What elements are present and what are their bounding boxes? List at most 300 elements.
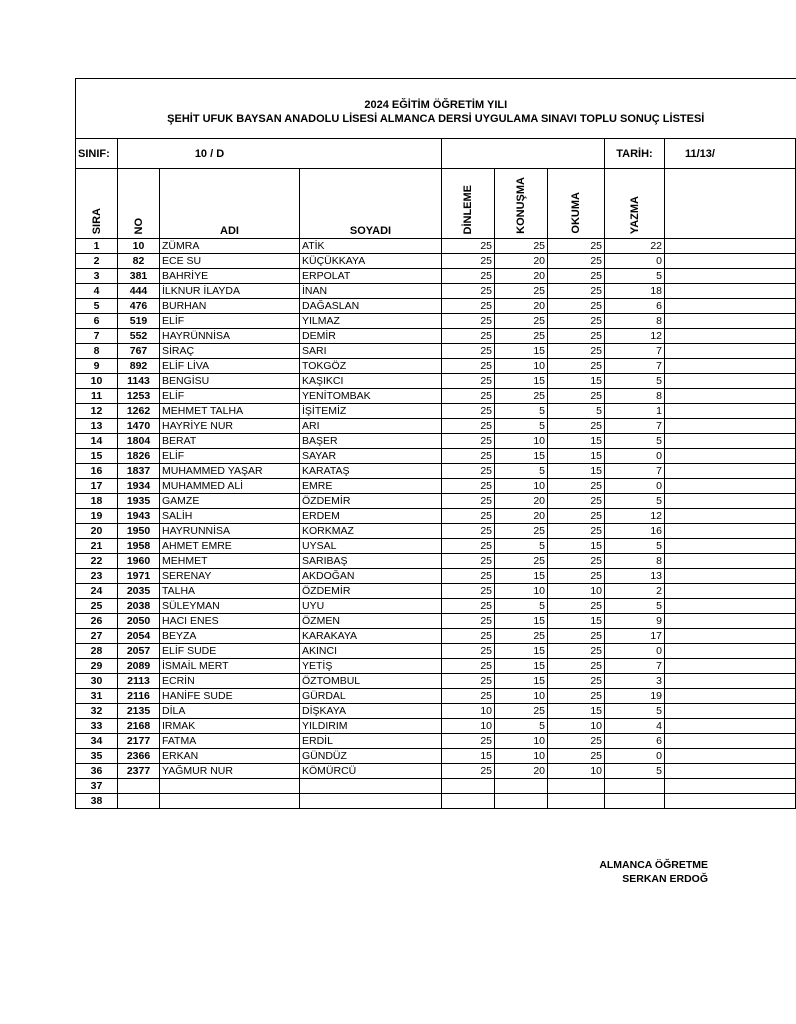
cell-yazma: 5 bbox=[605, 539, 665, 554]
cell-extra bbox=[665, 359, 796, 374]
table-row bbox=[76, 584, 796, 599]
cell-yazma: 2 bbox=[605, 584, 665, 599]
cell-okuma: 10 bbox=[548, 719, 605, 734]
cell-extra bbox=[665, 749, 796, 764]
cell-okuma: 25 bbox=[548, 494, 605, 509]
cell-adi: ELİF bbox=[160, 314, 300, 329]
cell-konusma: 15 bbox=[495, 614, 548, 629]
cell-sira: 24 bbox=[76, 584, 118, 599]
cell-okuma: 10 bbox=[548, 584, 605, 599]
table-row bbox=[76, 284, 796, 299]
cell-konusma: 15 bbox=[495, 644, 548, 659]
cell-sira: 12 bbox=[76, 404, 118, 419]
cell-dinleme: 25 bbox=[442, 284, 495, 299]
table-row bbox=[76, 704, 796, 719]
cell-soyadi: ÖZMEN bbox=[300, 614, 442, 629]
cell-okuma: 25 bbox=[548, 389, 605, 404]
cell-soyadi: DEMİR bbox=[300, 329, 442, 344]
header-yazma-text: YAZMA bbox=[628, 195, 641, 234]
cell-extra bbox=[665, 464, 796, 479]
cell-extra bbox=[665, 509, 796, 524]
cell-yazma: 5 bbox=[605, 494, 665, 509]
cell-extra bbox=[665, 254, 796, 269]
table-row bbox=[76, 764, 796, 779]
cell-konusma: 20 bbox=[495, 299, 548, 314]
cell-extra bbox=[665, 554, 796, 569]
sinif-value bbox=[118, 139, 442, 169]
result-sheet bbox=[75, 78, 768, 841]
table-row bbox=[76, 524, 796, 539]
cell-konusma: 20 bbox=[495, 494, 548, 509]
cell-no: 1950 bbox=[118, 524, 160, 539]
cell-no: 1253 bbox=[118, 389, 160, 404]
sinif-value-text: 10 / D bbox=[194, 147, 225, 160]
cell-okuma: 25 bbox=[548, 329, 605, 344]
cell-konusma: 25 bbox=[495, 239, 548, 254]
table-row bbox=[76, 269, 796, 284]
cell-yazma bbox=[605, 794, 665, 809]
cell-konusma: 15 bbox=[495, 449, 548, 464]
table-row bbox=[76, 644, 796, 659]
cell-yazma: 5 bbox=[605, 269, 665, 284]
cell-dinleme: 25 bbox=[442, 479, 495, 494]
cell-sira: 36 bbox=[76, 764, 118, 779]
table-row bbox=[76, 539, 796, 554]
cell-konusma: 25 bbox=[495, 329, 548, 344]
cell-konusma: 15 bbox=[495, 569, 548, 584]
table-row bbox=[76, 689, 796, 704]
cell-adi: AHMET EMRE bbox=[160, 539, 300, 554]
cell-no: 381 bbox=[118, 269, 160, 284]
cell-sira: 6 bbox=[76, 314, 118, 329]
cell-sira: 21 bbox=[76, 539, 118, 554]
cell-yazma: 5 bbox=[605, 374, 665, 389]
cell-sira: 7 bbox=[76, 329, 118, 344]
tarih-label: TARİH: bbox=[605, 139, 665, 169]
cell-sira: 13 bbox=[76, 419, 118, 434]
cell-extra bbox=[665, 344, 796, 359]
cell-no: 1837 bbox=[118, 464, 160, 479]
cell-extra bbox=[665, 734, 796, 749]
cell-yazma: 12 bbox=[605, 509, 665, 524]
cell-dinleme: 25 bbox=[442, 764, 495, 779]
cell-okuma: 15 bbox=[548, 704, 605, 719]
cell-soyadi: KÖMÜRCÜ bbox=[300, 764, 442, 779]
cell-dinleme: 25 bbox=[442, 524, 495, 539]
meta-row bbox=[76, 139, 796, 169]
cell-extra bbox=[665, 794, 796, 809]
table-row bbox=[76, 779, 796, 794]
cell-soyadi: TOKGÖZ bbox=[300, 359, 442, 374]
cell-no: 892 bbox=[118, 359, 160, 374]
cell-dinleme: 25 bbox=[442, 449, 495, 464]
table-row bbox=[76, 344, 796, 359]
cell-soyadi: İNAN bbox=[300, 284, 442, 299]
cell-dinleme: 25 bbox=[442, 494, 495, 509]
cell-soyadi: GÜRDAL bbox=[300, 689, 442, 704]
cell-no: 2038 bbox=[118, 599, 160, 614]
cell-soyadi: KAŞIKCI bbox=[300, 374, 442, 389]
table-row bbox=[76, 239, 796, 254]
cell-soyadi: KARAKAYA bbox=[300, 629, 442, 644]
cell-dinleme: 25 bbox=[442, 404, 495, 419]
cell-extra bbox=[665, 569, 796, 584]
cell-soyadi: BAŞER bbox=[300, 434, 442, 449]
table-row bbox=[76, 569, 796, 584]
cell-okuma: 25 bbox=[548, 689, 605, 704]
cell-yazma: 0 bbox=[605, 449, 665, 464]
cell-no: 444 bbox=[118, 284, 160, 299]
cell-yazma: 0 bbox=[605, 479, 665, 494]
cell-okuma: 25 bbox=[548, 524, 605, 539]
cell-sira: 29 bbox=[76, 659, 118, 674]
cell-dinleme: 25 bbox=[442, 269, 495, 284]
cell-soyadi: ERPOLAT bbox=[300, 269, 442, 284]
cell-dinleme: 25 bbox=[442, 344, 495, 359]
cell-yazma: 7 bbox=[605, 359, 665, 374]
cell-adi: ELİF SUDE bbox=[160, 644, 300, 659]
header-okuma bbox=[548, 169, 605, 239]
cell-okuma bbox=[548, 779, 605, 794]
title-line-2: ŞEHİT UFUK BAYSAN ANADOLU LİSESİ ALMANCA DERSİ UYGULAMA SINAVI TOPLU SONUÇ LİSTESİ bbox=[167, 112, 705, 125]
cell-adi: BERAT bbox=[160, 434, 300, 449]
cell-dinleme: 15 bbox=[442, 749, 495, 764]
cell-konusma: 25 bbox=[495, 554, 548, 569]
cell-adi: BENGİSU bbox=[160, 374, 300, 389]
cell-konusma: 25 bbox=[495, 704, 548, 719]
cell-adi: GAMZE bbox=[160, 494, 300, 509]
header-konusma-text: KONUŞMA bbox=[515, 177, 527, 234]
title-line-1: 2024 EĞİTİM ÖĞRETİM YILI bbox=[364, 98, 508, 111]
cell-yazma: 6 bbox=[605, 734, 665, 749]
cell-extra bbox=[665, 689, 796, 704]
cell-dinleme: 25 bbox=[442, 644, 495, 659]
cell-extra bbox=[665, 299, 796, 314]
header-sira bbox=[76, 169, 118, 239]
cell-dinleme: 10 bbox=[442, 704, 495, 719]
cell-extra bbox=[665, 644, 796, 659]
cell-adi: SERENAY bbox=[160, 569, 300, 584]
cell-konusma: 10 bbox=[495, 359, 548, 374]
cell-soyadi: ERDEM bbox=[300, 509, 442, 524]
cell-yazma: 5 bbox=[605, 764, 665, 779]
table-row bbox=[76, 404, 796, 419]
cell-soyadi bbox=[300, 779, 442, 794]
cell-konusma: 25 bbox=[495, 314, 548, 329]
cell-yazma: 19 bbox=[605, 689, 665, 704]
cell-yazma: 1 bbox=[605, 404, 665, 419]
cell-extra bbox=[665, 614, 796, 629]
cell-okuma: 25 bbox=[548, 674, 605, 689]
cell-konusma: 5 bbox=[495, 404, 548, 419]
header-dinleme-text: DİNLEME bbox=[462, 184, 474, 234]
cell-extra bbox=[665, 269, 796, 284]
cell-dinleme: 25 bbox=[442, 239, 495, 254]
cell-adi: İSMAİL MERT bbox=[160, 659, 300, 674]
cell-konusma: 20 bbox=[495, 764, 548, 779]
cell-adi: MUHAMMED ALİ bbox=[160, 479, 300, 494]
cell-extra bbox=[665, 719, 796, 734]
cell-sira: 20 bbox=[76, 524, 118, 539]
cell-adi: BEYZA bbox=[160, 629, 300, 644]
cell-extra bbox=[665, 584, 796, 599]
cell-adi: BURHAN bbox=[160, 299, 300, 314]
cell-sira: 33 bbox=[76, 719, 118, 734]
cell-sira: 34 bbox=[76, 734, 118, 749]
cell-dinleme: 25 bbox=[442, 389, 495, 404]
signature-block bbox=[468, 858, 708, 890]
cell-konusma bbox=[495, 794, 548, 809]
cell-no: 2116 bbox=[118, 689, 160, 704]
cell-no: 767 bbox=[118, 344, 160, 359]
cell-extra bbox=[665, 599, 796, 614]
cell-okuma: 25 bbox=[548, 749, 605, 764]
table-row bbox=[76, 614, 796, 629]
cell-dinleme: 25 bbox=[442, 629, 495, 644]
cell-soyadi: ÖZTOMBUL bbox=[300, 674, 442, 689]
cell-yazma: 16 bbox=[605, 524, 665, 539]
cell-okuma: 15 bbox=[548, 539, 605, 554]
sinif-label: SINIF: bbox=[76, 139, 118, 169]
cell-yazma: 9 bbox=[605, 614, 665, 629]
cell-okuma: 25 bbox=[548, 284, 605, 299]
cell-extra bbox=[665, 239, 796, 254]
cell-no: 2050 bbox=[118, 614, 160, 629]
cell-adi: BAHRİYE bbox=[160, 269, 300, 284]
cell-konusma: 10 bbox=[495, 479, 548, 494]
cell-sira: 14 bbox=[76, 434, 118, 449]
cell-yazma: 18 bbox=[605, 284, 665, 299]
cell-extra bbox=[665, 674, 796, 689]
cell-no: 1262 bbox=[118, 404, 160, 419]
cell-extra bbox=[665, 434, 796, 449]
cell-dinleme bbox=[442, 794, 495, 809]
cell-okuma bbox=[548, 794, 605, 809]
cell-yazma: 4 bbox=[605, 719, 665, 734]
table-row bbox=[76, 719, 796, 734]
table-row bbox=[76, 599, 796, 614]
cell-konusma: 15 bbox=[495, 374, 548, 389]
cell-no: 1470 bbox=[118, 419, 160, 434]
cell-sira: 19 bbox=[76, 509, 118, 524]
cell-okuma: 25 bbox=[548, 359, 605, 374]
cell-konusma: 10 bbox=[495, 734, 548, 749]
cell-yazma: 5 bbox=[605, 434, 665, 449]
cell-okuma: 25 bbox=[548, 254, 605, 269]
table-row bbox=[76, 674, 796, 689]
cell-soyadi: DİŞKAYA bbox=[300, 704, 442, 719]
cell-extra bbox=[665, 494, 796, 509]
cell-sira: 1 bbox=[76, 239, 118, 254]
cell-dinleme: 10 bbox=[442, 719, 495, 734]
cell-soyadi: KORKMAZ bbox=[300, 524, 442, 539]
cell-adi: HANİFE SUDE bbox=[160, 689, 300, 704]
cell-sira: 27 bbox=[76, 629, 118, 644]
cell-sira: 10 bbox=[76, 374, 118, 389]
table-row bbox=[76, 494, 796, 509]
cell-yazma: 5 bbox=[605, 704, 665, 719]
table-row bbox=[76, 449, 796, 464]
cell-soyadi: DAĞASLAN bbox=[300, 299, 442, 314]
cell-no: 2057 bbox=[118, 644, 160, 659]
tarih-value: 11/13/ bbox=[665, 139, 796, 169]
cell-dinleme: 25 bbox=[442, 419, 495, 434]
cell-sira: 31 bbox=[76, 689, 118, 704]
cell-yazma: 22 bbox=[605, 239, 665, 254]
cell-adi: ELİF bbox=[160, 449, 300, 464]
cell-sira: 9 bbox=[76, 359, 118, 374]
table-row bbox=[76, 254, 796, 269]
cell-soyadi: YETİŞ bbox=[300, 659, 442, 674]
cell-dinleme: 25 bbox=[442, 584, 495, 599]
cell-dinleme: 25 bbox=[442, 614, 495, 629]
cell-adi bbox=[160, 794, 300, 809]
header-row bbox=[76, 169, 796, 239]
cell-no: 2035 bbox=[118, 584, 160, 599]
cell-okuma: 25 bbox=[548, 299, 605, 314]
cell-extra bbox=[665, 479, 796, 494]
cell-konusma: 15 bbox=[495, 659, 548, 674]
cell-adi: MEHMET bbox=[160, 554, 300, 569]
cell-adi: TALHA bbox=[160, 584, 300, 599]
cell-okuma: 25 bbox=[548, 344, 605, 359]
cell-yazma: 13 bbox=[605, 569, 665, 584]
cell-adi: ZÜMRA bbox=[160, 239, 300, 254]
cell-dinleme: 25 bbox=[442, 509, 495, 524]
cell-konusma: 10 bbox=[495, 434, 548, 449]
cell-adi: HAYRİYE NUR bbox=[160, 419, 300, 434]
table-row bbox=[76, 374, 796, 389]
cell-adi: SÜLEYMAN bbox=[160, 599, 300, 614]
cell-okuma: 15 bbox=[548, 449, 605, 464]
cell-soyadi: YILDIRIM bbox=[300, 719, 442, 734]
table-row bbox=[76, 464, 796, 479]
cell-konusma: 10 bbox=[495, 584, 548, 599]
cell-extra bbox=[665, 374, 796, 389]
cell-no: 1971 bbox=[118, 569, 160, 584]
cell-extra bbox=[665, 314, 796, 329]
cell-sira: 30 bbox=[76, 674, 118, 689]
cell-sira: 5 bbox=[76, 299, 118, 314]
cell-no: 2054 bbox=[118, 629, 160, 644]
cell-sira: 16 bbox=[76, 464, 118, 479]
cell-no: 2113 bbox=[118, 674, 160, 689]
cell-yazma: 0 bbox=[605, 749, 665, 764]
cell-no: 2089 bbox=[118, 659, 160, 674]
cell-yazma: 8 bbox=[605, 314, 665, 329]
cell-extra bbox=[665, 284, 796, 299]
header-konusma bbox=[495, 169, 548, 239]
cell-no: 519 bbox=[118, 314, 160, 329]
cell-yazma: 0 bbox=[605, 644, 665, 659]
table-row bbox=[76, 419, 796, 434]
cell-yazma: 0 bbox=[605, 254, 665, 269]
cell-soyadi: ATİK bbox=[300, 239, 442, 254]
cell-adi: YAĞMUR NUR bbox=[160, 764, 300, 779]
cell-soyadi: SARIBAŞ bbox=[300, 554, 442, 569]
cell-konusma: 5 bbox=[495, 539, 548, 554]
cell-soyadi: İŞİTEMİZ bbox=[300, 404, 442, 419]
table-row bbox=[76, 554, 796, 569]
cell-dinleme: 25 bbox=[442, 689, 495, 704]
cell-soyadi: ÖZDEMİR bbox=[300, 584, 442, 599]
cell-konusma: 10 bbox=[495, 689, 548, 704]
cell-adi: İLKNUR İLAYDA bbox=[160, 284, 300, 299]
cell-sira: 4 bbox=[76, 284, 118, 299]
cell-sira: 18 bbox=[76, 494, 118, 509]
cell-okuma: 25 bbox=[548, 659, 605, 674]
cell-adi: MUHAMMED YAŞAR bbox=[160, 464, 300, 479]
cell-dinleme: 25 bbox=[442, 554, 495, 569]
cell-yazma: 8 bbox=[605, 389, 665, 404]
table-row bbox=[76, 509, 796, 524]
cell-adi: ECE SU bbox=[160, 254, 300, 269]
cell-konusma: 20 bbox=[495, 254, 548, 269]
cell-no: 1934 bbox=[118, 479, 160, 494]
cell-okuma: 5 bbox=[548, 404, 605, 419]
cell-adi: SİRAÇ bbox=[160, 344, 300, 359]
cell-sira: 32 bbox=[76, 704, 118, 719]
cell-no: 1958 bbox=[118, 539, 160, 554]
cell-yazma: 3 bbox=[605, 674, 665, 689]
cell-no: 2135 bbox=[118, 704, 160, 719]
cell-adi: HAYRÜNNİSA bbox=[160, 329, 300, 344]
cell-konusma bbox=[495, 779, 548, 794]
cell-konusma: 5 bbox=[495, 599, 548, 614]
cell-dinleme: 25 bbox=[442, 569, 495, 584]
cell-dinleme: 25 bbox=[442, 314, 495, 329]
table-row bbox=[76, 794, 796, 809]
cell-sira: 15 bbox=[76, 449, 118, 464]
cell-sira: 2 bbox=[76, 254, 118, 269]
title-row bbox=[76, 79, 796, 139]
cell-okuma: 10 bbox=[548, 764, 605, 779]
cell-extra bbox=[665, 659, 796, 674]
cell-no: 1826 bbox=[118, 449, 160, 464]
cell-sira: 11 bbox=[76, 389, 118, 404]
cell-extra bbox=[665, 404, 796, 419]
cell-sira: 8 bbox=[76, 344, 118, 359]
cell-okuma: 25 bbox=[548, 239, 605, 254]
cell-dinleme: 25 bbox=[442, 374, 495, 389]
cell-adi: FATMA bbox=[160, 734, 300, 749]
cell-sira: 35 bbox=[76, 749, 118, 764]
cell-soyadi: UYSAL bbox=[300, 539, 442, 554]
cell-soyadi: AKINCI bbox=[300, 644, 442, 659]
table-row bbox=[76, 329, 796, 344]
signature-line-2: SERKAN ERDOĞ bbox=[622, 873, 708, 885]
cell-soyadi: UYU bbox=[300, 599, 442, 614]
cell-adi: ECRİN bbox=[160, 674, 300, 689]
cell-dinleme: 25 bbox=[442, 599, 495, 614]
cell-extra bbox=[665, 764, 796, 779]
cell-okuma: 25 bbox=[548, 314, 605, 329]
cell-sira: 25 bbox=[76, 599, 118, 614]
cell-adi: ELİF LİVA bbox=[160, 359, 300, 374]
cell-dinleme bbox=[442, 779, 495, 794]
cell-konusma: 25 bbox=[495, 284, 548, 299]
cell-adi: DİLA bbox=[160, 704, 300, 719]
cell-adi: HACI ENES bbox=[160, 614, 300, 629]
cell-soyadi: YENİTOMBAK bbox=[300, 389, 442, 404]
cell-konusma: 15 bbox=[495, 674, 548, 689]
cell-adi: IRMAK bbox=[160, 719, 300, 734]
cell-soyadi: YILMAZ bbox=[300, 314, 442, 329]
cell-adi: ELİF bbox=[160, 389, 300, 404]
cell-okuma: 25 bbox=[548, 644, 605, 659]
cell-dinleme: 25 bbox=[442, 434, 495, 449]
cell-sira: 22 bbox=[76, 554, 118, 569]
